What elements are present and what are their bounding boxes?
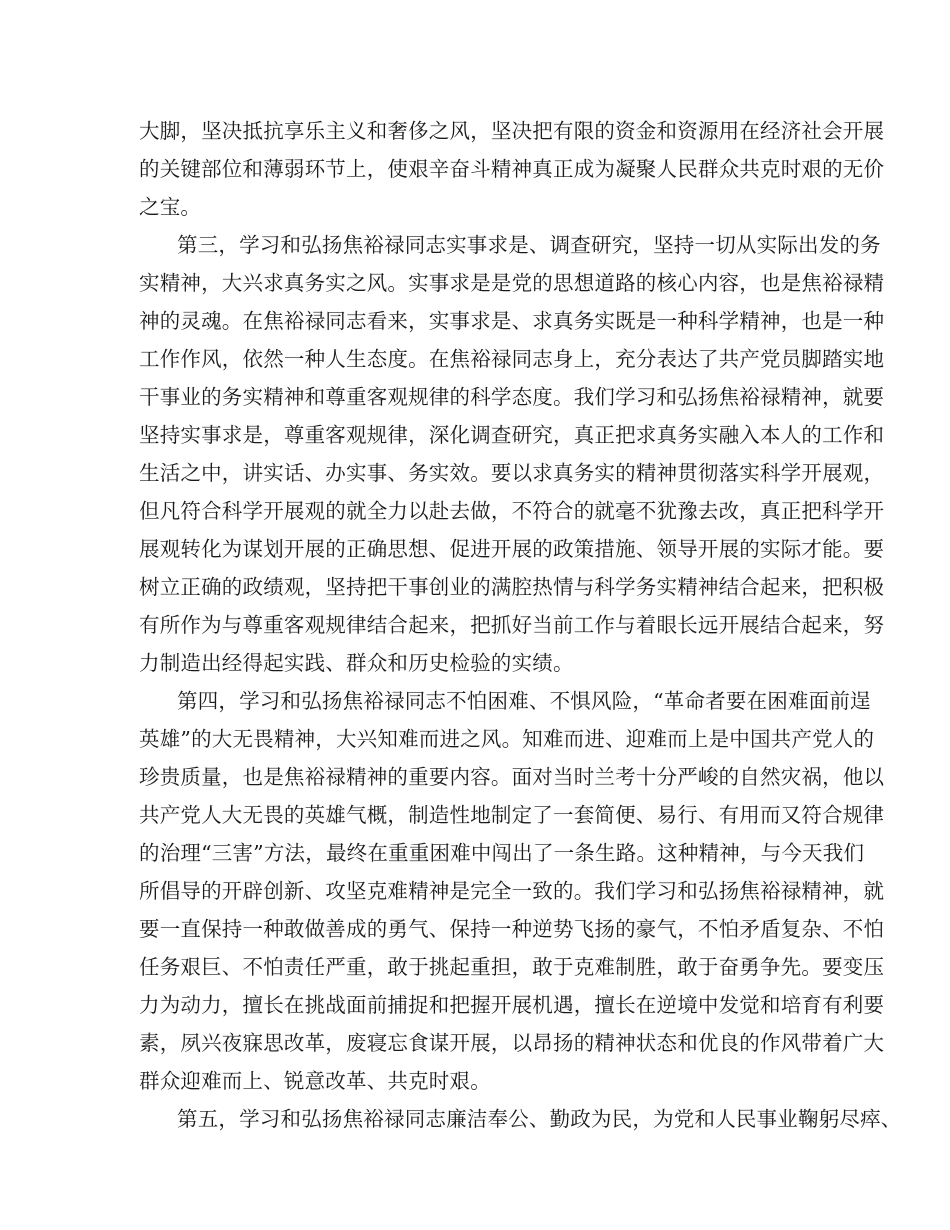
text-line: 群众迎难而上、锐意改革、共克时艰。 [139, 1069, 491, 1093]
text-line: 力为动力，擅长在挑战面前捕捉和把握开展机遇，擅长在逆境中发觉和培育有利要 [139, 993, 885, 1017]
paragraph-start-line: 第五，学习和弘扬焦裕禄同志廉洁奉公、勤政为民，为党和人民事业鞠躬尽瘁、 [177, 1107, 902, 1131]
text-line: 有所作为与尊重客观规律结合起来，把抓好当前工作与着眼长远开展结合起来，努 [139, 613, 885, 637]
text-line: 实精神，大兴求真务实之风。实事求是是党的思想道路的核心内容，也是焦裕禄精 [139, 271, 885, 295]
text-line: 大脚，坚决抵抗享乐主义和奢侈之风，坚决把有限的资金和资源用在经济社会开展 [139, 119, 885, 143]
text-line: 的治理“三害”方法，最终在重重困难中闯出了一条生路。这种精神，与今天我们 [139, 841, 865, 865]
text-line: 神的灵魂。在焦裕禄同志看来，实事求是、求真务实既是一种科学精神，也是一种 [139, 309, 885, 333]
text-line: 力制造出经得起实践、群众和历史检验的实绩。 [139, 651, 574, 675]
paragraph-start-line: 第三，学习和弘扬焦裕禄同志实事求是、调查研究，坚持一切从实际出发的务 [177, 233, 881, 257]
text-line: 工作作风，依然一种人生态度。在焦裕禄同志身上，充分表达了共产党员脚踏实地 [139, 347, 885, 371]
text-line: 树立正确的政绩观，坚持把干事创业的满腔热情与科学务实精神结合起来，把积极 [139, 575, 885, 599]
text-line: 所倡导的开辟创新、攻坚克难精神是完全一致的。我们学习和弘扬焦裕禄精神，就 [139, 879, 885, 903]
text-line: 干事业的务实精神和尊重客观规律的科学态度。我们学习和弘扬焦裕禄精神，就要 [139, 385, 885, 409]
text-line: 坚持实事求是，尊重客观规律，深化调查研究，真正把求真务实融入本人的工作和 [139, 423, 885, 447]
text-line: 共产党人大无畏的英雄气概，制造性地制定了一套简便、易行、有用而又符合规律 [139, 803, 885, 827]
text-line: 生活之中，讲实话、办实事、务实效。要以求真务实的精神贯彻落实科学开展观， [139, 461, 885, 485]
text-line: 但凡符合科学开展观的就全力以赴去做，不符合的就毫不犹豫去改，真正把科学开 [139, 499, 885, 523]
text-line: 素，夙兴夜寐思改革，废寝忘食谋开展，以昂扬的精神状态和优良的作风带着广大 [139, 1031, 885, 1055]
text-line: 的关键部位和薄弱环节上，使艰辛奋斗精神真正成为凝聚人民群众共克时艰的无价 [139, 157, 885, 181]
text-line: 英雄”的大无畏精神，大兴知难而进之风。知难而进、迎难而上是中国共产党人的 [139, 727, 875, 751]
text-line: 珍贵质量，也是焦裕禄精神的重要内容。面对当时兰考十分严峻的自然灾祸，他以 [139, 765, 885, 789]
text-line: 任务艰巨、不怕责任严重，敢于挑起重担，敢于克难制胜，敢于奋勇争先。要变压 [139, 955, 885, 979]
paragraph-start-line: 第四，学习和弘扬焦裕禄同志不怕困难、不惧风险，“革命者要在困难面前逞 [177, 689, 871, 713]
text-line: 展观转化为谋划开展的正确思想、促进开展的政策措施、领导开展的实际才能。要 [139, 537, 885, 561]
text-line: 之宝。 [139, 195, 202, 219]
text-line: 要一直保持一种敢做善成的勇气、保持一种逆势飞扬的豪气，不怕矛盾复杂、不怕 [139, 917, 885, 941]
